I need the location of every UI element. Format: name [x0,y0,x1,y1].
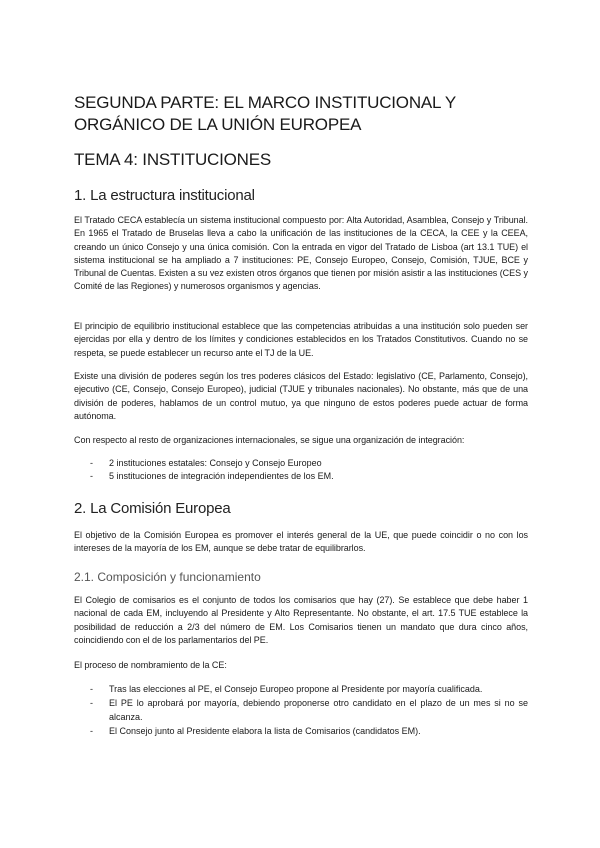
list-item [74,683,528,696]
list-dash: - [90,471,93,482]
list-item [74,457,528,470]
tema-title: TEMA 4: INSTITUCIONES [74,150,271,169]
list-dash: - [90,698,93,709]
subsection-2-1-title: 2.1. Composición y funcionamiento [74,570,261,584]
list-item [74,470,528,483]
section-1-paragraph-1: El Tratado CECA establecía un sistema institucional compuesto por: Alta Autoridad, Asamblea, Consejo y Tribunal. En 1965 el Tratado de Bruselas lleva a cabo la unificación de las instituciones de la CECA, la CEE y la CEEA, creando un único Consejo y una única comisión. Con la entrada en vigor del Tratado de Lisboa (art 13.1 TUE) el sistema institucional se ha ampliado a 7 instituciones: PE, Consejo Europeo, Consejo, Comisión, TJUE, BCE y Tribunal de Cuentas. Existen a su vez existen otros órganos que tienen por misión asistir a las instituciones (CES y Comité de las Regiones) y numerosos organismos y agencias. [74,215,528,292]
list-item [74,697,528,724]
list-dash: - [90,725,93,736]
list-dash: - [90,458,93,468]
section-1-paragraph-2: El principio de equilibrio institucional establece que las competencias atribuidas a una institución solo pueden ser ejercidas por ella y dentro de los límites y condiciones establecidos en los Tratados Constitutivos. Cuando no se respeta, se puede establecer un recurso ante el TJ de la UE. [74,321,528,358]
list-item-text: Tras las elecciones al PE, el Consejo Europeo propone al Presidente por mayoría cualificada. [109,684,483,694]
section-1-paragraph-4: Con respecto al resto de organizaciones internacionales, se sigue una organización de integración: [74,435,465,445]
subsection-2-1-list [74,683,528,739]
section-1-paragraph-3: Existe una división de poderes según los tres poderes clásicos del Estado: legislativo (CE, Parlamento, Consejo), ejecutivo (CE, Consejo, Consejo Europeo), judicial (TJUE y tribunales nacionales). No obstante, más que de una división de poderes, hablamos de un control mutuo, ya que ninguno de estos poderes puede actuar de forma autónoma. [74,371,528,421]
list-dash: - [90,684,93,694]
section-1-list [74,457,528,484]
list-item-text: El Consejo junto al Presidente elabora la lista de Comisarios (candidatos EM). [109,725,421,736]
section-1-title: 1. La estructura institucional [74,187,255,204]
section-2-paragraph-1: El objetivo de la Comisión Europea es promover el interés general de la UE, que puede coincidir o no con los intereses de la mayoría de los EM, aunque se debe tratar de equilibrarlos. [74,530,528,554]
list-item [74,725,528,738]
subsection-2-1-paragraph-2: El proceso de nombramiento de la CE: [74,660,227,670]
list-item-text: El PE lo aprobará por mayoría, debiendo proponerse otro candidato en el plazo de un mes si no se alcanza. [109,698,528,722]
list-item-text: 2 instituciones estatales: Consejo y Consejo Europeo [109,458,322,468]
list-item-text: 5 instituciones de integración independientes de los EM. [109,471,334,482]
subsection-2-1-paragraph-1: El Colegio de comisarios es el conjunto de todos los comisarios que hay (27). Se establece que debe haber 1 nacional de cada EM, incluyendo al Presidente y Alto Representante. No obstante, el art. 17.5 TUE establece la posibilidad de reducción a 2/3 del número de EM. Los Comisarios tienen un mandato que dura cinco años, coincidiendo con el de los parlamentarios del PE. [74,595,528,645]
part-title: SEGUNDA PARTE: EL MARCO INSTITUCIONAL Y ORGÁNICO DE LA UNIÓN EUROPEA [74,93,456,134]
section-2-title: 2. La Comisión Europea [74,500,231,517]
